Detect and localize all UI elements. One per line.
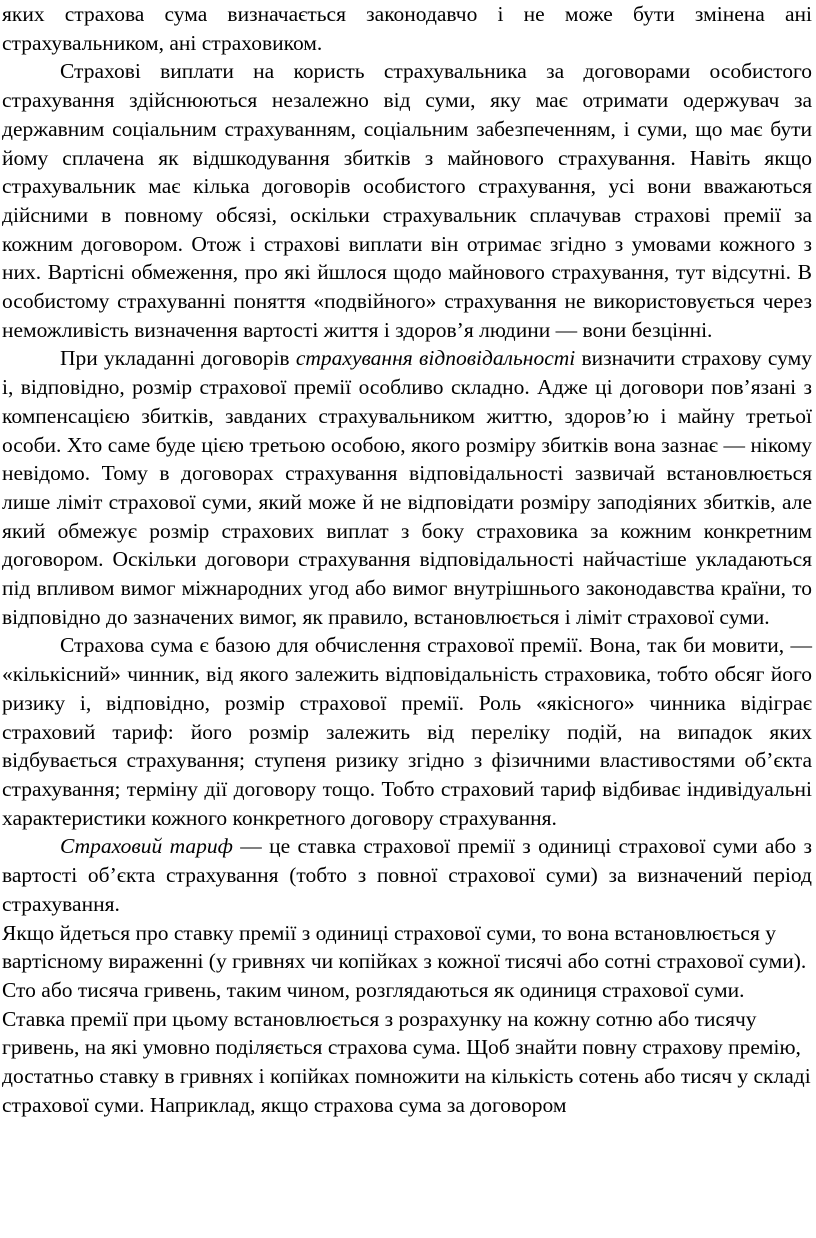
paragraph-body-text: визначити страхову суму і, відповідно, розмір страхової премії особливо складно. Адже ці договори пов’язані з компенсацією збитків, завданих страхувальником життю, здоров’ю і майну третьої особи. Хто саме буде цією третьою особою, якого розміру збитків вона зазнає — нікому невідомо. Тому в договорах страхування відповідальності зазвичай встановлюється лише ліміт страхової суми, який може й не відповідати розміру заподіяних збитків, але який обмежує розмір страхових виплат з боку страховика за кожним конкретним договором. Оскільки договори страхування відповідальності найчастіше укладаються під впливом вимог міжнародних угод або вимог внутрішнього законодавства країни, то відповідно до зазначених вимог, як правило, встановлюється і ліміт страхової суми. (2, 346, 812, 629)
term-insurance-tariff: Страховий тариф (60, 834, 233, 859)
document-page (2, 0, 812, 1119)
paragraph-body-text: — це ставка страхової премії з одиниці страхової суми або з вартості об’єкта страхування (тобто з повної страхової суми) за визначений період страхування. (2, 834, 812, 916)
paragraph-personal-insurance-payments: Страхові виплати на користь страхувальника за договорами особистого страхування здійснюються незалежно від суми, яку має отримати одержувач за державним соціальним страхуванням, соціальним забезпеченням, і суми, що має бути йому сплачена як відшкодування збитків з майнового страхування. Навіть якщо страхувальник має кілька договорів особистого страхування, усі вони вважаються дійсними в повному обсязі, оскільки страхувальник сплачував страхові премії за кожним договором. Отож і страхові виплати він отримає згідно з умовами кожного з них. Вартісні обмеження, про які йшлося щодо майнового страхування, тут відсутні. В особистому страхуванні поняття «подвійного» страхування не використовується через неможливість визначення вартості життя і здоров’я людини — вони безцінні. (2, 59, 812, 342)
paragraph-liability-insurance (2, 344, 812, 631)
paragraph-sum-insured-basis: Страхова сума є базою для обчислення страхової премії. Вона, так би мовити, — «кількісний» чинник, від якого залежить відповідальність страховика, тобто обсяг його ризику і, відповідно, розмір страхової премії. Роль «якісного» чинника відіграє страховий тариф: його розмір залежить від переліку подій, на випадок яких відбувається страхування; ступеня ризику згідно з фізичними властивостями об’єкта страхування; терміну дії договору тощо. Тобто страховий тариф відбиває індивідуальні характеристики кожного конкретного договору страхування. (2, 633, 812, 830)
paragraph-tariff-definition (2, 832, 812, 918)
paragraph-continuation: яких страхова сума визначається законодавчо і не може бути змінена ані страхувальником, ані страховиком. (2, 2, 812, 55)
term-liability-insurance: страхування відповідальності (295, 346, 576, 371)
paragraph-lead-text: При укладанні договорів (60, 346, 296, 371)
paragraph-premium-rate: Якщо йдеться про ставку премії з одиниці страхової суми, то вона встановлюється у вартісному вираженні (у гривнях чи копійках з кожної тисячі або сотні страхової суми). Сто або тисяча гривень, таким чином, розглядаються як одиниця страхової суми. Ставка премії при цьому встановлюється з розрахунку на кожну сотню або тисячу гривень, на які умовно поділяється страхова сума. Щоб знайти повну страхову премію, достатньо ставку в гривнях і копійках помножити на кількість сотень або тисяч у складі страхової суми. Наприклад, якщо страхова сума за договором (2, 920, 811, 1117)
